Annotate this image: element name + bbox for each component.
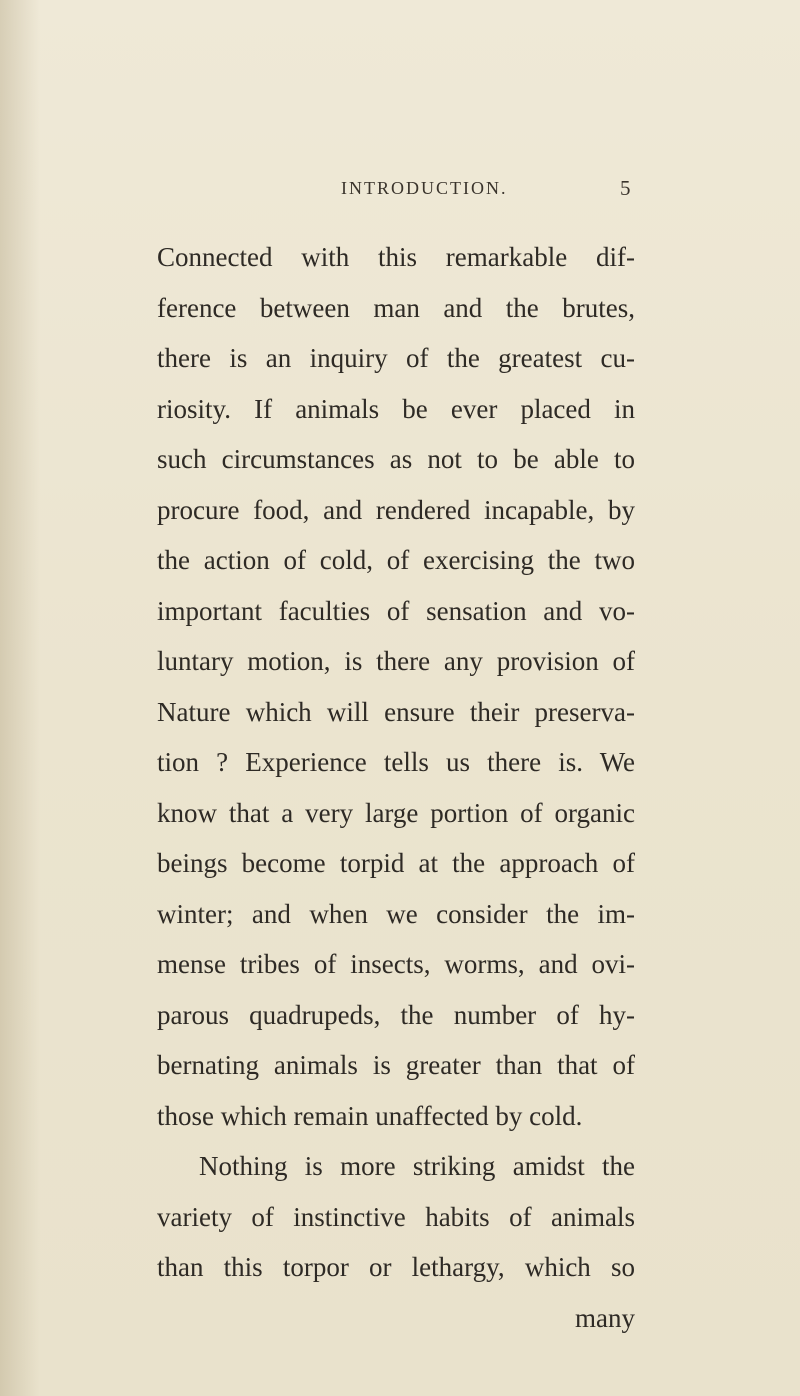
text-line: mense tribes of insects, worms, and ovi- [157, 949, 635, 979]
page-header [0, 168, 800, 208]
text-line: Nature which will ensure their preserva- [157, 696, 635, 727]
text-line: luntary motion, is there any provision of [157, 646, 635, 676]
text-line: parous quadrupeds, the number of hy- [157, 999, 635, 1030]
text-line: than this torpor or lethargy, which so [157, 1252, 635, 1282]
text-line: there is an inquiry of the greatest cu- [157, 343, 635, 373]
text-line: know that a very large portion of organic [157, 797, 635, 828]
text-line: those which remain unaffected by cold. [157, 1100, 583, 1131]
text-line: such circumstances as not to be able to [157, 444, 635, 474]
text-line: Nothing is more striking amidst the [199, 1151, 635, 1181]
text-line: procure food, and rendered incapable, by [157, 494, 635, 525]
text-line: ference between man and the brutes, [157, 292, 635, 323]
text-line: winter; and when we consider the im- [157, 898, 635, 929]
catchword: many [575, 1302, 635, 1333]
text-line: Connected with this remarkable dif- [157, 242, 635, 272]
body-text [157, 232, 635, 1343]
text-line: beings become torpid at the approach of [157, 848, 635, 878]
text-line: variety of instinctive habits of animals [157, 1201, 635, 1232]
text-line: bernating animals is greater than that of [157, 1050, 635, 1080]
text-line: the action of cold, of exercising the two [157, 545, 635, 575]
text-line: important faculties of sensation and vo- [157, 595, 635, 626]
text-line: tion ? Experience tells us there is. We [157, 747, 635, 777]
running-head: INTRODUCTION. [341, 178, 508, 198]
text-line: riosity. If animals be ever placed in [157, 393, 635, 424]
page-number: 5 [620, 176, 631, 200]
